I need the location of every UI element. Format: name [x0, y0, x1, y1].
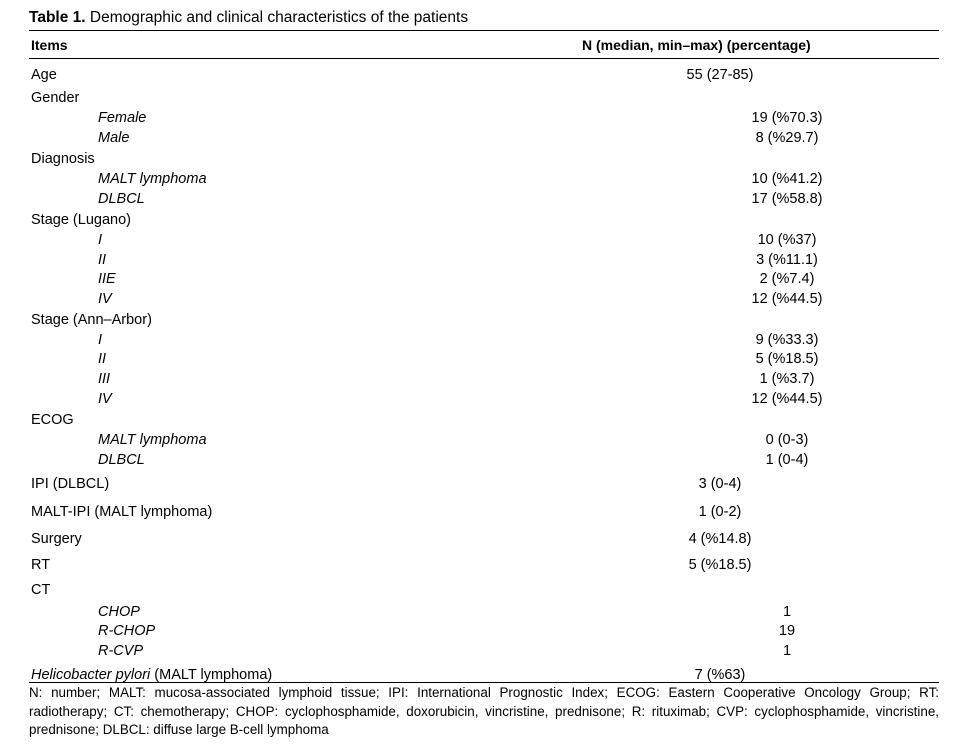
- row-value: 12 (%44.5): [751, 291, 823, 307]
- row-label: RT: [31, 557, 51, 573]
- row-value-cell: [673, 432, 960, 448]
- row-label: Stage (Ann–Arbor): [31, 311, 152, 328]
- table-header-row: [29, 31, 939, 58]
- row-label: II: [98, 351, 107, 367]
- table-body: [29, 59, 939, 688]
- table-row: [29, 602, 939, 621]
- row-label: Male: [98, 130, 130, 146]
- row-value-cell: [606, 412, 941, 428]
- row-label: R-CHOP: [98, 623, 156, 639]
- row-label: III: [98, 371, 111, 387]
- row-value-cell: [673, 232, 960, 248]
- table-row: [29, 148, 939, 169]
- table-row: [29, 389, 939, 409]
- row-label: IV: [98, 391, 112, 407]
- table-row: [29, 189, 939, 209]
- row-value-cell: [673, 623, 960, 639]
- row-value-cell: [606, 504, 941, 520]
- row-value-cell: [606, 667, 941, 683]
- row-value-cell: [606, 476, 941, 492]
- row-value: 4 (%14.8): [688, 530, 752, 547]
- table-row: [29, 289, 939, 309]
- row-value: 2 (%7.4): [759, 271, 815, 287]
- row-value-cell: [606, 312, 941, 328]
- row-label: IV: [98, 291, 112, 307]
- table-row: [29, 430, 939, 450]
- table-row: [29, 169, 939, 189]
- row-value: 19: [778, 623, 796, 639]
- row-label-italic: Helicobacter pylori: [31, 666, 151, 683]
- row-value-cell: [673, 130, 960, 146]
- row-label-suffix: (MALT lymphoma): [150, 666, 273, 683]
- row-value: 7 (%63): [694, 666, 746, 683]
- row-label: ECOG: [31, 411, 74, 428]
- table-row: [29, 128, 939, 148]
- row-label: DLBCL: [98, 452, 145, 468]
- row-value-cell: [606, 67, 941, 83]
- table-caption-text: Demographic and clinical characteristics of the patients: [85, 9, 469, 26]
- header-items: Items: [31, 36, 68, 53]
- table-row: [29, 330, 939, 349]
- patient-characteristics-table: [29, 6, 939, 688]
- row-value-cell: [673, 171, 960, 187]
- row-label: IIE: [98, 271, 116, 287]
- row-value-cell: [673, 271, 960, 287]
- table-row: [29, 309, 939, 330]
- table-row: [29, 641, 939, 661]
- row-label: R-CVP: [98, 643, 144, 659]
- header-value: [582, 36, 941, 53]
- row-value: 1 (0-4): [765, 452, 809, 468]
- row-label: MALT lymphoma: [98, 171, 207, 187]
- row-value: 10 (%41.2): [751, 171, 823, 187]
- row-value-cell: [606, 582, 941, 598]
- row-value: 5 (%18.5): [688, 557, 752, 573]
- row-value: 19 (%70.3): [751, 110, 823, 126]
- row-value-cell: [673, 351, 960, 367]
- row-label: CHOP: [98, 603, 140, 620]
- row-label: CT: [31, 582, 51, 598]
- row-value: 0 (0-3): [765, 432, 809, 448]
- row-value: 1: [782, 603, 792, 620]
- row-label: I: [98, 331, 103, 348]
- table-row: [29, 578, 939, 602]
- table-row: [29, 230, 939, 250]
- row-value: 55 (27-85): [686, 67, 754, 83]
- row-value-cell: [673, 604, 960, 620]
- table-row: [29, 62, 939, 88]
- row-value-cell: [673, 291, 960, 307]
- row-label: Stage (Lugano): [31, 211, 131, 228]
- table-row: [29, 552, 939, 578]
- row-value-cell: [673, 371, 960, 387]
- table-row: [29, 250, 939, 269]
- row-label: IPI (DLBCL): [31, 476, 110, 492]
- row-value: 10 (%37): [757, 232, 817, 248]
- table-caption-label: Table 1.: [29, 9, 86, 26]
- row-value-cell: [606, 90, 941, 106]
- table-row: [29, 369, 939, 389]
- row-value: 3 (0-4): [698, 476, 742, 492]
- row-value: 1 (0-2): [698, 503, 742, 520]
- table-row: [29, 450, 939, 470]
- row-value-cell: [673, 643, 960, 659]
- row-value: 5 (%18.5): [755, 351, 819, 367]
- row-value-cell: [673, 191, 960, 207]
- table-row: [29, 269, 939, 289]
- row-value-cell: [606, 151, 941, 167]
- row-label: Age: [31, 67, 57, 83]
- table-row: [29, 498, 939, 525]
- table-row: [29, 209, 939, 230]
- row-value-cell: [606, 212, 941, 228]
- row-value: 17 (%58.8): [751, 191, 823, 207]
- row-value-cell: [673, 332, 960, 348]
- row-label: II: [98, 251, 107, 268]
- row-value-cell: [673, 391, 960, 407]
- bottom-rule: [29, 682, 939, 683]
- row-label: Female: [98, 110, 147, 126]
- table-row: [29, 409, 939, 430]
- table-row: [29, 349, 939, 369]
- row-value-cell: [606, 531, 941, 547]
- row-value: 1 (%3.7): [759, 371, 815, 387]
- row-label: Gender: [31, 90, 80, 106]
- table-footnote: N: number; MALT: mucosa-associated lymphoid tissue; IPI: International Prognostic Index; ECOG: Eastern Cooperative Oncology Group; RT: radiotherapy; CT: chemotherapy; CHOP: cyclophosphamide, doxorubicin, vincristine, prednisone; R: rituximab; CVP: cyclophosphamide, vincristine, prednisone; DLBCL: diffuse large B-cell lymphoma: [29, 685, 939, 737]
- table-row: [29, 88, 939, 108]
- row-value-cell: [673, 110, 960, 126]
- table-caption: [29, 6, 939, 30]
- row-value: 12 (%44.5): [751, 391, 823, 407]
- row-label: Surgery: [31, 530, 82, 547]
- table-row: [29, 621, 939, 641]
- table-row: [29, 108, 939, 128]
- row-label: [29, 667, 606, 683]
- row-value-cell: [673, 252, 960, 268]
- row-value-cell: [606, 557, 941, 573]
- header-value-text: N (median, min–max) (percentage): [582, 36, 811, 53]
- row-value: 9 (%33.3): [755, 331, 819, 348]
- row-value-cell: [673, 452, 960, 468]
- row-label: DLBCL: [98, 191, 145, 207]
- row-label: MALT lymphoma: [98, 432, 207, 448]
- row-value: 3 (%11.1): [756, 251, 818, 268]
- row-label: Diagnosis: [31, 150, 95, 167]
- table-row: [29, 470, 939, 498]
- row-label: MALT-IPI (MALT lymphoma): [31, 503, 213, 520]
- row-value: 1: [782, 643, 792, 659]
- row-label: I: [98, 232, 103, 248]
- table-row: [29, 525, 939, 552]
- row-value: 8 (%29.7): [755, 130, 819, 146]
